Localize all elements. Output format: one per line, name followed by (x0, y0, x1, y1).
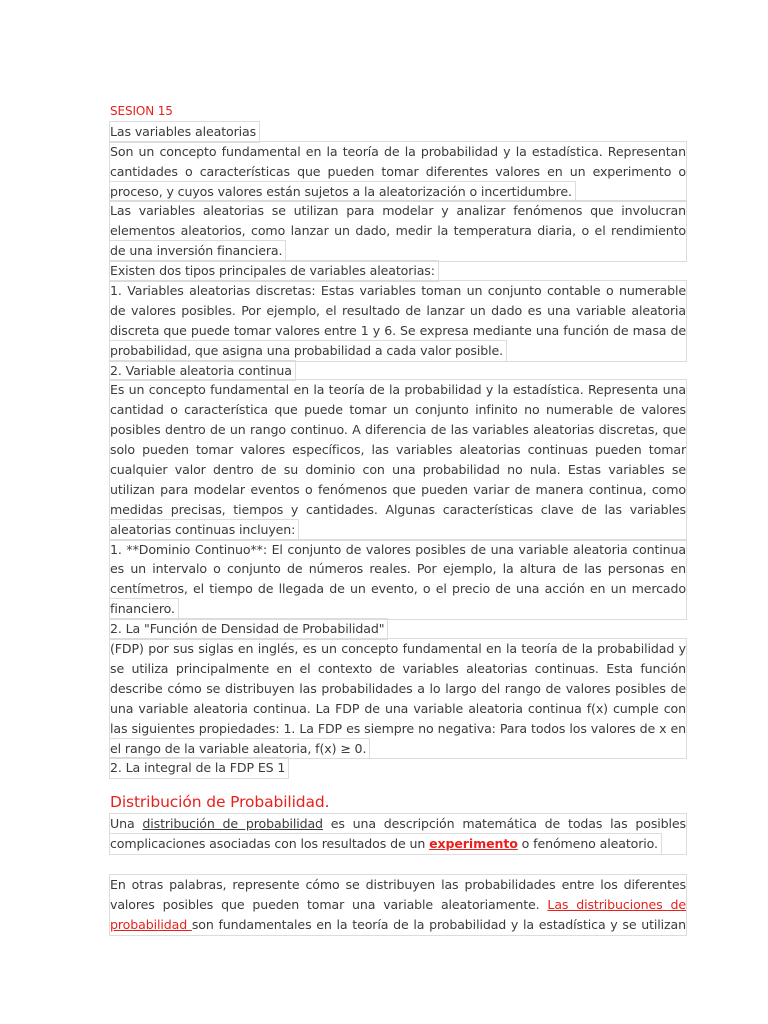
paragraph-fdp (110, 639, 686, 758)
text-line: una variable aleatoria continua. La FDP de una variable aleatoria continua f(x) cumple con (110, 700, 686, 716)
text-line: proceso, y cuyos valores están sujetos a la aleatorización o incertidumbre. (110, 182, 575, 202)
paragraph-discrete (110, 281, 686, 361)
document-body (110, 102, 686, 935)
text-line: es un intervalo o conjunto de números reales. Por ejemplo, la altura de las personas en (110, 561, 686, 577)
probability-link[interactable]: probabilidad (110, 916, 192, 932)
fdp-property-2: 2. La integral de la FDP ES 1 (110, 758, 288, 778)
text-line: elementos aleatorios, como lanzar un dado, medir la temperatura diaria, o el rendimiento (110, 223, 686, 239)
experiment-link[interactable]: experimento (429, 836, 518, 852)
paragraph-usage (110, 201, 686, 261)
text-run: o fenómeno aleatorio. (517, 836, 658, 852)
text-line: describe cómo se distribuyen las probabilidades a lo largo del rango de valores posibles de (110, 680, 686, 696)
text-line: (FDP) por sus siglas en inglés, es un concepto fundamental en la teoría de la probabilidad y (110, 641, 686, 657)
text-line: Son un concepto fundamental en la teoría de la probabilidad y la estadística. Representan (110, 143, 686, 159)
text-line: Es un concepto fundamental en la teoría de la probabilidad y la estadística. Representa una (110, 382, 686, 398)
text-line: 1. Variables aleatorias discretas: Estas variables toman un conjunto contable o numerable (110, 283, 686, 299)
paragraph-distribution-definition (110, 814, 686, 854)
text-run: valores posibles que pueden tomar una variable aleatoriamente. (110, 896, 548, 912)
text-line: se utiliza principalmente en el contexto de variables aleatorias continuas. Esta función (110, 660, 686, 676)
continuous-heading: 2. Variable aleatoria continua (110, 361, 295, 381)
paragraph-domain (110, 540, 686, 620)
text-line: probabilidad, que asigna una probabilidad a cada valor posible. (110, 341, 506, 361)
text-line: cantidad o característica que puede tomar un conjunto infinito no numerable de valores (110, 402, 686, 418)
text-line: utilizan para modelar eventos o fenómenos que pueden variar de manera continua, como (110, 481, 686, 497)
session-title: SESION 15 (110, 104, 173, 118)
distribution-link[interactable]: distribución de probabilidad (142, 816, 323, 832)
types-intro: Existen dos tipos principales de variables aleatorias: (110, 261, 438, 281)
text-line: Las variables aleatorias se utilizan para modelar y analizar fenómenos que involucran (110, 203, 686, 219)
paragraph-continuous (110, 380, 686, 539)
distribution-heading: Distribución de Probabilidad. (110, 793, 330, 812)
text-line: de una inversión financiera. (110, 241, 285, 261)
text-line: de valores posibles. Por ejemplo, el resultado de lanzar un dado es una variable aleatoria (110, 302, 686, 318)
text-line: cualquier valor dentro de su dominio con una probabilidad no nula. Estas variables se (110, 462, 686, 478)
text-run: complicaciones asociadas con los resultados de un (110, 836, 430, 852)
text-run: es una descripción matemática de todas las posibles (322, 816, 686, 832)
fdp-heading: 2. La "Función de Densidad de Probabilidad" (110, 619, 387, 639)
text-line: medidas precisas, tiempos y cantidades. Algunas características clave de las variables (110, 501, 686, 517)
text-line: centímetros, el tiempo de llegada de un evento, o el precio de una acción en un mercado (110, 581, 686, 597)
text-line: el rango de la variable aleatoria, f(x) ≥ 0. (110, 739, 369, 759)
text-run: Una (110, 816, 143, 832)
distributions-link[interactable]: Las distribuciones de (547, 896, 686, 912)
text-line: cantidades o características que pueden tomar diferentes valores en un experimento o (110, 163, 686, 179)
text-run: son fundamentales en la teoría de la probabilidad y la estadística y se utilizan (191, 916, 687, 932)
text-line: las siguientes propiedades: 1. La FDP es siempre no negativa: Para todos los valores de x en (110, 720, 686, 736)
text-line: discreta que puede tomar valores entre 1 y 6. Se expresa mediante una función de masa de (110, 322, 686, 338)
text-line: 1. **Dominio Continuo**: El conjunto de valores posibles de una variable aleatoria continua (110, 541, 686, 557)
paragraph-definition (110, 142, 686, 202)
text-line: posibles dentro de un rango continuo. A diferencia de las variables aleatorias discretas, que (110, 422, 686, 438)
text-line: solo pueden tomar valores específicos, las variables aleatorias continuas pueden tomar (110, 442, 686, 458)
paragraph-distribution-explanation (110, 875, 686, 935)
text-line: En otras palabras, represente cómo se distribuyen las probabilidades entre los diferentes (110, 877, 686, 893)
text-line: aleatorias continuas incluyen: (110, 520, 298, 540)
text-line: financiero. (110, 599, 178, 619)
section-title: Las variables aleatorias (110, 122, 259, 142)
